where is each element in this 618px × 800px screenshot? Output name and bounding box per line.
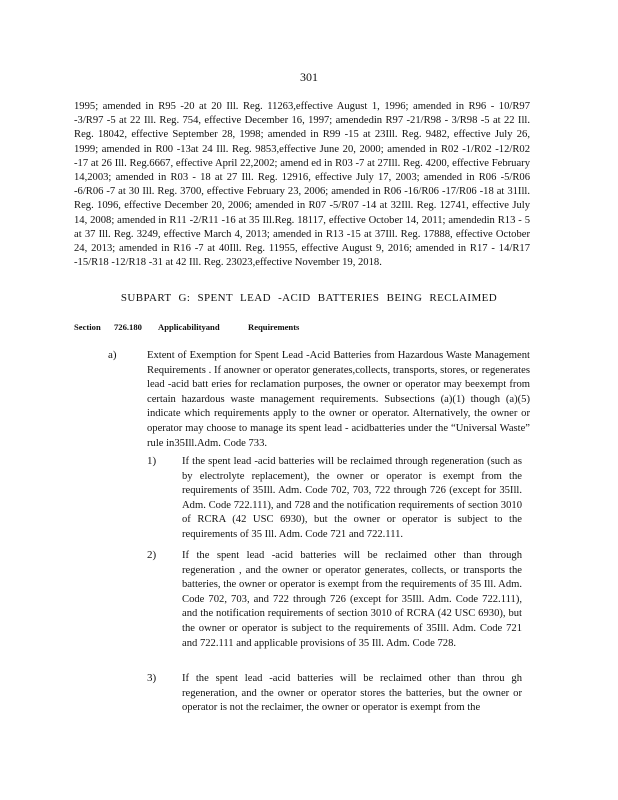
item-1-text: If the spent lead -acid batteries will be reclaimed through regeneration (such as by electrolyte replacement), the owner or operator is exempt from the requirements of 35Ill. Adm. Code 702, 703, 722 through 726 (except for 35Ill. Adm. Code 722.111), and 728 and the notification requirements of section 3010 of RCRA (42 USC 6930), but the owner or operator is subject to the requirements of 35 Ill. Adm. Code 721 and 722.111. [182,456,522,540]
source-history-note: 1995; amended in R95 -20 at 20 Ill. Reg. 11263,effective August 1, 1996; amended in R96 - 10/R97 -3/R97 -5 at 22 Ill. Reg. 754, effective December 16, 1997; amendedin R97 -21/R98 - 3/R98 -5 at 22 Ill. Reg. 18042, effective September 28, 1998; amended in R99 -15 at 23Ill. Reg. 9482, effective July 26, 1999; amended in R00 -13at 24 Ill. Reg. 9853,effective June 20, 2000; amended in R02 -1/R02 -12/R02 -17 at 26 Ill. Reg.6667, effective April 22,2002; amend ed in R03 -7 at 27Ill. Reg. 4200, effective February 14,2003; amended in R03 - 18 at 27 Ill. Reg. 12916, effective July 17, 2003; amended in R06 -5/R06 -6/R06 -7 at 30 Ill. Reg. 3700, effective February 23, 2006; amended in R06 -16/R06 -17/R06 -18 at 31Ill. Reg. 1096, effective December 20, 2006; amended in R07 -5/R07 -14 at 32Ill. Reg. 12741, effective July 14, 2008; amended in R11 -2/R11 -16 at 35 Ill.Reg. 18117, effective October 14, 2011; amendedin R13 - 5 at 37 Ill. Reg. 3249, effective March 4, 2013; amended in R13 -15 at 37Ill. Reg. 17888, effective October 24, 2013; amended in R16 -7 at 40Ill. Reg. 11955, effective August 9, 2016; amended in R17 - 14/R17 -15/R18 -12/R18 -31 at 42 Ill. Reg. 23023,effective November 19, 2018. [74,101,530,269]
item-2-label: 2) [147,549,157,561]
section-title-part2: Requirements [248,322,300,332]
subpart-heading: SUBPART G: SPENT LEAD -ACID BATTERIES BEING RECLAIMED [120,292,498,304]
page-number: 301 [300,70,318,84]
item-1-label: 1) [147,455,157,467]
item-2-text: If the spent lead -acid batteries will be reclaimed other than through regeneration , and the owner or operator generates, collects, or transports the batteries, the owner or operator is exempt from the requirements of 35 Ill. Adm. Code 702, 703, and 722 through 726 (except for 35Ill. Adm. Code 722.111), and the notification requirements of section 3010 of RCRA (42 USC 6930), but the owner or operator is subject to the requirements of 35Ill. Adm. Code 721 and 722.111 and applicable provisions of 35 Ill. Adm. Code 728. [182,550,522,649]
item-3-text: If the spent lead -acid batteries will be reclaimed other than throu gh regeneration, and the owner or operator stores the batteries, but the owner or operator is not the reclaimer, the owner or operator is exempt from the [182,673,522,714]
subsection-a-text: Extent of Exemption for Spent Lead -Acid Batteries from Hazardous Waste Management Requirements . If anowner or operator generates,collects, transports, stores, or regenerates lead -acid batt eries for reclamation purposes, the owner or operator may beexempt from certain hazardous waste management requirements. Subsections (a)(1) though (a)(5) indicate which requirements apply to the owner or operator. Alternatively, the owner or operator may choose to manage its spent lead - acidbatteries under the “Universal Waste” rule in35Ill.Adm. Code 733. [147,350,530,449]
section-label: Section [74,322,101,332]
subsection-a-label: a) [108,349,117,361]
section-number: 726.180 [114,322,142,332]
item-3-label: 3) [147,672,157,684]
section-title-part1: Applicabilityand [158,322,220,332]
